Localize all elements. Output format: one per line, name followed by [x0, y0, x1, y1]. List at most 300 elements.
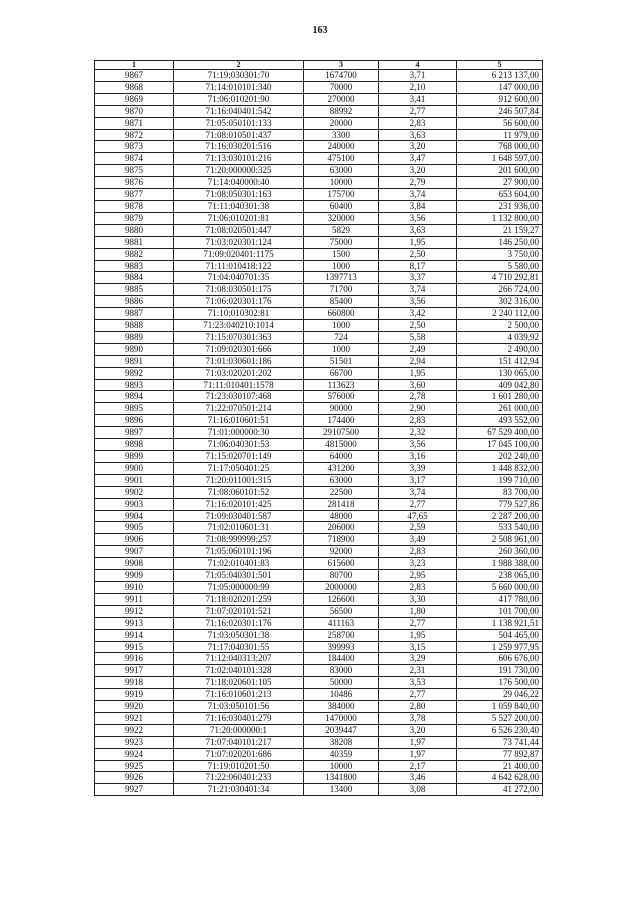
table-row	[95, 748, 543, 760]
area-cell: 66700	[304, 367, 379, 379]
cadastral-value-cell: 4 039,92	[457, 331, 543, 343]
table-row	[95, 462, 543, 474]
cadastral-value-cell: 21 159,27	[457, 224, 543, 236]
cadastral-number-cell: 71:20:000000:325	[174, 165, 304, 177]
cadastral-number-cell: 71:17:040301:55	[174, 641, 304, 653]
cadastral-number-cell: 71:16:040401:542	[174, 105, 304, 117]
row-number-cell: 9898	[95, 439, 174, 451]
cadastral-value-cell: 1 448 832,00	[457, 462, 543, 474]
cadastral-number-cell: 71:23:030107:468	[174, 391, 304, 403]
cadastral-number-cell: 71:11:010418:122	[174, 260, 304, 272]
row-number-cell: 9884	[95, 272, 174, 284]
area-cell: 1500	[304, 248, 379, 260]
cadastral-number-cell: 71:06:010201:90	[174, 93, 304, 105]
area-cell: 1470000	[304, 712, 379, 724]
table-row	[95, 189, 543, 201]
table-row	[95, 736, 543, 748]
table-row	[95, 510, 543, 522]
cadastral-value-cell: 5 660 000,00	[457, 581, 543, 593]
cadastral-number-cell: 71:03:050301:38	[174, 629, 304, 641]
area-cell: 64000	[304, 451, 379, 463]
row-number-cell: 9913	[95, 617, 174, 629]
column-header-3: 3	[304, 61, 379, 70]
row-number-cell: 9880	[95, 224, 174, 236]
row-number-cell: 9915	[95, 641, 174, 653]
area-cell: 13400	[304, 784, 379, 796]
rate-cell: 3,84	[379, 200, 457, 212]
area-cell: 2039447	[304, 724, 379, 736]
cadastral-number-cell: 71:10:010302:81	[174, 308, 304, 320]
rate-cell: 3,20	[379, 141, 457, 153]
row-number-cell: 9886	[95, 296, 174, 308]
rate-cell: 3,74	[379, 189, 457, 201]
row-number-cell: 9888	[95, 320, 174, 332]
cadastral-value-cell: 238 065,00	[457, 570, 543, 582]
rate-cell: 2,80	[379, 701, 457, 713]
row-number-cell: 9874	[95, 153, 174, 165]
table-row	[95, 248, 543, 260]
row-number-cell: 9893	[95, 379, 174, 391]
area-cell: 175700	[304, 189, 379, 201]
rate-cell: 3,39	[379, 462, 457, 474]
table-row	[95, 200, 543, 212]
row-number-cell: 9890	[95, 343, 174, 355]
table-row	[95, 415, 543, 427]
area-cell: 85400	[304, 296, 379, 308]
rate-cell: 1,95	[379, 236, 457, 248]
cadastral-value-cell: 779 527,86	[457, 498, 543, 510]
row-number-cell: 9878	[95, 200, 174, 212]
row-number-cell: 9903	[95, 498, 174, 510]
area-cell: 60400	[304, 200, 379, 212]
rate-cell: 2,77	[379, 689, 457, 701]
rate-cell: 2,49	[379, 343, 457, 355]
cadastral-value-cell: 73 741,44	[457, 736, 543, 748]
cadastral-number-cell: 71:11:010401:1578	[174, 379, 304, 391]
cadastral-number-cell: 71:15:020701:149	[174, 451, 304, 463]
rate-cell: 3,37	[379, 272, 457, 284]
rate-cell: 3,20	[379, 165, 457, 177]
cadastral-value-cell: 6 213 137,00	[457, 70, 543, 82]
cadastral-value-cell: 246 507,84	[457, 105, 543, 117]
cadastral-number-cell: 71:12:040313:207	[174, 653, 304, 665]
table-row	[95, 272, 543, 284]
rate-cell: 2,50	[379, 248, 457, 260]
cadastral-number-cell: 71:07:020201:686	[174, 748, 304, 760]
row-number-cell: 9883	[95, 260, 174, 272]
row-number-cell: 9871	[95, 117, 174, 129]
rate-cell: 3,56	[379, 296, 457, 308]
cadastral-number-cell: 71:07:020101:521	[174, 605, 304, 617]
area-cell: 320000	[304, 212, 379, 224]
table-row	[95, 534, 543, 546]
cadastral-value-cell: 151 412,94	[457, 355, 543, 367]
rate-cell: 2,32	[379, 427, 457, 439]
cadastral-number-cell: 71:20:011001:315	[174, 474, 304, 486]
table-row	[95, 498, 543, 510]
rate-cell: 3,71	[379, 70, 457, 82]
rate-cell: 3,16	[379, 451, 457, 463]
area-cell: 88992	[304, 105, 379, 117]
row-number-cell: 9920	[95, 701, 174, 713]
area-cell: 29107500	[304, 427, 379, 439]
cadastral-number-cell: 71:08:060101:52	[174, 486, 304, 498]
column-header-4: 4	[379, 61, 457, 70]
table-row	[95, 320, 543, 332]
cadastral-value-cell: 1 259 977,95	[457, 641, 543, 653]
row-number-cell: 9923	[95, 736, 174, 748]
cadastral-value-cell: 4 642 628,00	[457, 772, 543, 784]
cadastral-number-cell: 71:14:040000:40	[174, 177, 304, 189]
cadastral-number-cell: 71:09:030401:587	[174, 510, 304, 522]
rate-cell: 3,74	[379, 284, 457, 296]
row-number-cell: 9907	[95, 546, 174, 558]
area-cell: 63000	[304, 474, 379, 486]
cadastral-value-cell: 2 240 112,00	[457, 308, 543, 320]
rate-cell: 1,80	[379, 605, 457, 617]
row-number-cell: 9906	[95, 534, 174, 546]
cadastral-value-cell: 1 138 921,51	[457, 617, 543, 629]
cadastral-number-cell: 71:09:020301:666	[174, 343, 304, 355]
table-row	[95, 653, 543, 665]
rate-cell: 3,15	[379, 641, 457, 653]
table-row	[95, 379, 543, 391]
table-row	[95, 260, 543, 272]
rate-cell: 2,77	[379, 498, 457, 510]
row-number-cell: 9912	[95, 605, 174, 617]
cadastral-value-cell: 56 600,00	[457, 117, 543, 129]
cadastral-value-cell: 83 700,00	[457, 486, 543, 498]
area-cell: 22500	[304, 486, 379, 498]
row-number-cell: 9922	[95, 724, 174, 736]
row-number-cell: 9882	[95, 248, 174, 260]
cadastral-value-cell: 1 988 388,00	[457, 558, 543, 570]
cadastral-value-cell: 41 272,00	[457, 784, 543, 796]
cadastral-number-cell: 71:03:050101:56	[174, 701, 304, 713]
cadastral-number-cell: 71:08:999999:257	[174, 534, 304, 546]
cadastral-value-cell: 4 710 292,81	[457, 272, 543, 284]
table-row	[95, 451, 543, 463]
rate-cell: 3,56	[379, 212, 457, 224]
table-row	[95, 570, 543, 582]
table-row	[95, 629, 543, 641]
table-row	[95, 236, 543, 248]
cadastral-value-cell: 3 750,00	[457, 248, 543, 260]
cadastral-number-cell: 71:05:040301:501	[174, 570, 304, 582]
cadastral-number-cell: 71:01:030601:186	[174, 355, 304, 367]
table-row	[95, 224, 543, 236]
table-row	[95, 712, 543, 724]
cadastral-number-cell: 71:02:040101:328	[174, 665, 304, 677]
rate-cell: 3,49	[379, 534, 457, 546]
cadastral-number-cell: 71:18:020201:259	[174, 593, 304, 605]
rate-cell: 3,42	[379, 308, 457, 320]
cadastral-value-cell: 1 648 597,00	[457, 153, 543, 165]
cadastral-value-cell: 130 065,00	[457, 367, 543, 379]
cadastral-value-cell: 1 132 800,00	[457, 212, 543, 224]
table-row	[95, 308, 543, 320]
cadastral-value-cell: 606 676,00	[457, 653, 543, 665]
table-row	[95, 355, 543, 367]
table-row	[95, 474, 543, 486]
rate-cell: 2,83	[379, 581, 457, 593]
cadastral-number-cell: 71:11:040301:38	[174, 200, 304, 212]
cadastral-value-cell: 201 600,00	[457, 165, 543, 177]
row-number-cell: 9892	[95, 367, 174, 379]
row-number-cell: 9918	[95, 677, 174, 689]
area-cell: 576000	[304, 391, 379, 403]
area-cell: 411163	[304, 617, 379, 629]
cadastral-number-cell: 71:03:020201:202	[174, 367, 304, 379]
area-cell: 50000	[304, 677, 379, 689]
row-number-cell: 9919	[95, 689, 174, 701]
table-row	[95, 117, 543, 129]
cadastral-number-cell: 71:16:010601:51	[174, 415, 304, 427]
row-number-cell: 9905	[95, 522, 174, 534]
rate-cell: 1,97	[379, 736, 457, 748]
row-number-cell: 9900	[95, 462, 174, 474]
area-cell: 70000	[304, 81, 379, 93]
area-cell: 71700	[304, 284, 379, 296]
cadastral-value-cell: 417 780,00	[457, 593, 543, 605]
table-header-row	[95, 61, 543, 70]
rate-cell: 3,53	[379, 677, 457, 689]
rate-cell: 2,90	[379, 403, 457, 415]
cadastral-value-cell: 27 900,00	[457, 177, 543, 189]
area-cell: 240000	[304, 141, 379, 153]
row-number-cell: 9926	[95, 772, 174, 784]
rate-cell: 2,94	[379, 355, 457, 367]
rate-cell: 2,83	[379, 546, 457, 558]
table-row	[95, 367, 543, 379]
area-cell: 475100	[304, 153, 379, 165]
cadastral-value-cell: 261 000,00	[457, 403, 543, 415]
area-cell: 1397713	[304, 272, 379, 284]
rate-cell: 3,30	[379, 593, 457, 605]
area-cell: 174400	[304, 415, 379, 427]
cadastral-number-cell: 71:02:010401:83	[174, 558, 304, 570]
table-row	[95, 760, 543, 772]
cadastral-value-cell: 768 000,00	[457, 141, 543, 153]
cadastral-value-cell: 67 529 400,00	[457, 427, 543, 439]
row-number-cell: 9896	[95, 415, 174, 427]
cadastral-number-cell: 71:20:000000:1	[174, 724, 304, 736]
row-number-cell: 9904	[95, 510, 174, 522]
cadastral-value-cell: 199 710,00	[457, 474, 543, 486]
cadastral-value-cell: 1 059 840,00	[457, 701, 543, 713]
cadastral-value-cell: 533 540,00	[457, 522, 543, 534]
rate-cell: 3,56	[379, 439, 457, 451]
area-cell: 3300	[304, 129, 379, 141]
table-row	[95, 177, 543, 189]
rate-cell: 3,63	[379, 129, 457, 141]
area-cell: 258700	[304, 629, 379, 641]
row-number-cell: 9925	[95, 760, 174, 772]
rate-cell: 3,47	[379, 153, 457, 165]
rate-cell: 3,23	[379, 558, 457, 570]
row-number-cell: 9868	[95, 81, 174, 93]
table-row	[95, 70, 543, 82]
cadastral-number-cell: 71:03:020301:124	[174, 236, 304, 248]
cadastral-number-cell: 71:09:020401:1175	[174, 248, 304, 260]
rate-cell: 3,78	[379, 712, 457, 724]
table-row	[95, 581, 543, 593]
cadastral-value-cell: 2 287 200,00	[457, 510, 543, 522]
rate-cell: 1,97	[379, 748, 457, 760]
area-cell: 184400	[304, 653, 379, 665]
rate-cell: 2,50	[379, 320, 457, 332]
cadastral-value-cell: 77 892,87	[457, 748, 543, 760]
table-row	[95, 772, 543, 784]
row-number-cell: 9909	[95, 570, 174, 582]
area-cell: 83000	[304, 665, 379, 677]
table-row	[95, 296, 543, 308]
cadastral-value-cell: 147 000,00	[457, 81, 543, 93]
area-cell: 92000	[304, 546, 379, 558]
cadastral-value-cell: 5 527 200,00	[457, 712, 543, 724]
row-number-cell: 9908	[95, 558, 174, 570]
table-row	[95, 331, 543, 343]
rate-cell: 3,17	[379, 474, 457, 486]
table-row	[95, 439, 543, 451]
rate-cell: 3,08	[379, 784, 457, 796]
table-row	[95, 165, 543, 177]
area-cell: 4815000	[304, 439, 379, 451]
table-row	[95, 593, 543, 605]
column-header-5: 5	[457, 61, 543, 70]
row-number-cell: 9879	[95, 212, 174, 224]
area-cell: 281418	[304, 498, 379, 510]
row-number-cell: 9869	[95, 93, 174, 105]
rate-cell: 47,65	[379, 510, 457, 522]
table-row	[95, 486, 543, 498]
table-row	[95, 677, 543, 689]
rate-cell: 2,95	[379, 570, 457, 582]
rate-cell: 2,31	[379, 665, 457, 677]
cadastral-number-cell: 71:13:030101:216	[174, 153, 304, 165]
area-cell: 40359	[304, 748, 379, 760]
area-cell: 431200	[304, 462, 379, 474]
cadastral-value-cell: 146 250,00	[457, 236, 543, 248]
cadastral-value-cell: 2 508 961,00	[457, 534, 543, 546]
row-number-cell: 9867	[95, 70, 174, 82]
cadastral-number-cell: 71:05:060101:196	[174, 546, 304, 558]
cadastral-value-cell: 29 046,22	[457, 689, 543, 701]
cadastral-number-cell: 71:08:030501:175	[174, 284, 304, 296]
cadastral-value-cell: 5 580,00	[457, 260, 543, 272]
cadastral-number-cell: 71:16:010601:213	[174, 689, 304, 701]
row-number-cell: 9894	[95, 391, 174, 403]
area-cell: 206000	[304, 522, 379, 534]
table-row	[95, 427, 543, 439]
area-cell: 2000000	[304, 581, 379, 593]
rate-cell: 3,46	[379, 772, 457, 784]
cadastral-value-cell: 409 042,80	[457, 379, 543, 391]
table-row	[95, 665, 543, 677]
cadastral-number-cell: 71:15:070301:363	[174, 331, 304, 343]
cadastral-number-cell: 71:08:050301:163	[174, 189, 304, 201]
table-row	[95, 546, 543, 558]
area-cell: 1341800	[304, 772, 379, 784]
table-row	[95, 141, 543, 153]
cadastral-number-cell: 71:23:040210:1014	[174, 320, 304, 332]
rate-cell: 1,95	[379, 629, 457, 641]
cadastral-value-cell: 202 240,00	[457, 451, 543, 463]
cadastral-number-cell: 71:02:010601:31	[174, 522, 304, 534]
row-number-cell: 9870	[95, 105, 174, 117]
area-cell: 75000	[304, 236, 379, 248]
cadastral-value-cell: 2 500,00	[457, 320, 543, 332]
rate-cell: 2,78	[379, 391, 457, 403]
row-number-cell: 9914	[95, 629, 174, 641]
row-number-cell: 9911	[95, 593, 174, 605]
area-cell: 660800	[304, 308, 379, 320]
row-number-cell: 9887	[95, 308, 174, 320]
table-row	[95, 153, 543, 165]
table-row	[95, 617, 543, 629]
cadastral-value-cell: 2 490,00	[457, 343, 543, 355]
rate-cell: 3,60	[379, 379, 457, 391]
row-number-cell: 9897	[95, 427, 174, 439]
cadastral-value-cell: 21 400,00	[457, 760, 543, 772]
row-number-cell: 9927	[95, 784, 174, 796]
area-cell: 20000	[304, 117, 379, 129]
cadastral-value-cell: 653 604,00	[457, 189, 543, 201]
row-number-cell: 9916	[95, 653, 174, 665]
row-number-cell: 9873	[95, 141, 174, 153]
row-number-cell: 9917	[95, 665, 174, 677]
cadastral-number-cell: 71:22:060401:233	[174, 772, 304, 784]
table-body	[95, 70, 543, 796]
area-cell: 80700	[304, 570, 379, 582]
cadastral-number-cell: 71:21:030401:34	[174, 784, 304, 796]
table-row	[95, 105, 543, 117]
table-row	[95, 391, 543, 403]
table-row	[95, 81, 543, 93]
cadastral-value-cell: 493 552,00	[457, 415, 543, 427]
table-row	[95, 701, 543, 713]
area-cell: 10000	[304, 760, 379, 772]
cadastral-value-cell: 17 045 100,00	[457, 439, 543, 451]
rate-cell: 2,59	[379, 522, 457, 534]
area-cell: 1000	[304, 320, 379, 332]
table-row	[95, 284, 543, 296]
table-row	[95, 522, 543, 534]
row-number-cell: 9881	[95, 236, 174, 248]
cadastral-number-cell: 71:22:070501:214	[174, 403, 304, 415]
rate-cell: 2,10	[379, 81, 457, 93]
rate-cell: 2,79	[379, 177, 457, 189]
table-row	[95, 93, 543, 105]
cadastral-number-cell: 71:19:010201:50	[174, 760, 304, 772]
cadastral-number-cell: 71:08:010501:437	[174, 129, 304, 141]
area-cell: 1674700	[304, 70, 379, 82]
cadastral-number-cell: 71:16:020101:425	[174, 498, 304, 510]
rate-cell: 5,58	[379, 331, 457, 343]
table-row	[95, 343, 543, 355]
cadastral-value-cell: 176 500,00	[457, 677, 543, 689]
cadastral-value-cell: 912 600,00	[457, 93, 543, 105]
row-number-cell: 9901	[95, 474, 174, 486]
row-number-cell: 9910	[95, 581, 174, 593]
cadastral-number-cell: 71:05:050101:133	[174, 117, 304, 129]
cadastral-number-cell: 71:16:030201:516	[174, 141, 304, 153]
cadastral-number-cell: 71:19:030301:70	[174, 70, 304, 82]
table-row	[95, 784, 543, 796]
rate-cell: 1,95	[379, 367, 457, 379]
cadastral-value-cell: 302 316,00	[457, 296, 543, 308]
table-row	[95, 724, 543, 736]
